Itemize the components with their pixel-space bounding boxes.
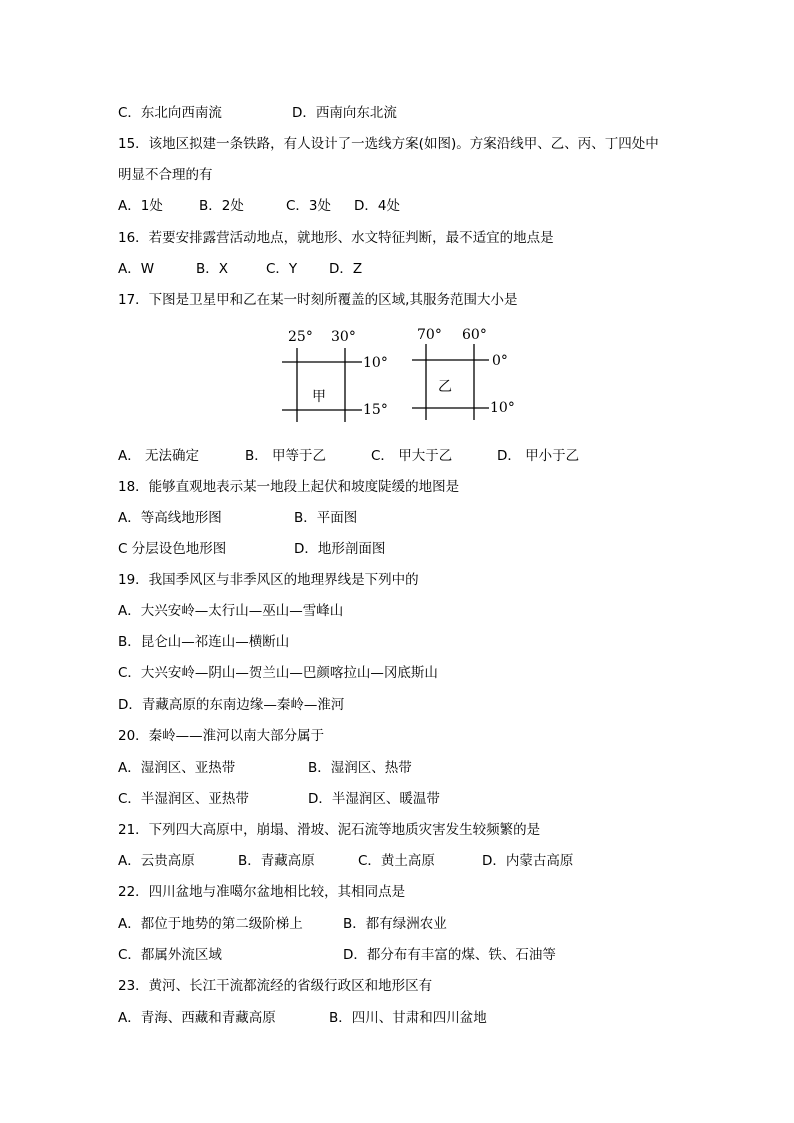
option-d: D．地形剖面图 (294, 541, 386, 557)
option-a: A．W (118, 261, 155, 277)
option-c: C．东北向西南流 (118, 105, 222, 121)
option-a: A．都位于地势的第二级阶梯上 (118, 916, 303, 932)
option-d: D．半湿润区、暖温带 (308, 791, 440, 807)
option-d: D．Z (329, 261, 363, 277)
yi-top-label-right: 60° (462, 327, 487, 343)
option-c: C．Y (266, 261, 298, 277)
q19-option-d: D．青藏高原的东南边缘—秦岭—淮河 (118, 697, 345, 713)
diagram-svg (270, 318, 530, 428)
option-c: C 分层设色地形图 (118, 541, 227, 557)
option-c: C． 甲大于乙 (371, 448, 453, 464)
option-b: B．平面图 (294, 510, 358, 526)
yi-label: 乙 (438, 379, 452, 395)
option-d: D．都分布有丰富的煤、铁、石油等 (343, 947, 556, 963)
q21-stem: 21．下列四大高原中，崩塌、滑坡、泥石流等地质灾害发生较频繁的是 (118, 822, 541, 838)
option-a: A．1处 (118, 198, 163, 214)
option-a: A． 无法确定 (118, 448, 200, 464)
jia-top-label-left: 25° (288, 329, 313, 345)
option-c: C．半湿润区、亚热带 (118, 791, 249, 807)
option-c: C．都属外流区域 (118, 947, 222, 963)
option-b: B．湿润区、热带 (308, 760, 412, 776)
yi-top-label-left: 70° (417, 327, 442, 343)
option-b: B．2处 (199, 198, 244, 214)
option-b: B．四川、甘肃和四川盆地 (329, 1010, 487, 1026)
option-a: A．云贵高原 (118, 853, 195, 869)
option-a: A．等高线地形图 (118, 510, 222, 526)
q23-stem: 23．黄河、长江干流都流经的省级行政区和地形区有 (118, 978, 433, 994)
jia-top-label-right: 30° (331, 329, 356, 345)
q19-stem: 19．我国季风区与非季风区的地理界线是下列中的 (118, 572, 419, 588)
yi-right-label-bottom: 10° (490, 400, 515, 416)
jia-label: 甲 (312, 389, 326, 405)
satellite-coverage-diagram (270, 318, 530, 428)
q17-stem: 17．下图是卫星甲和乙在某一时刻所覆盖的区域,其服务范围大小是 (118, 292, 518, 308)
q19-option-c: C．大兴安岭—阴山—贺兰山—巴颜喀拉山—冈底斯山 (118, 665, 438, 681)
q15-stem-cont: 明显不合理的有 (118, 167, 213, 183)
q19-option-a: A．大兴安岭—太行山—巫山—雪峰山 (118, 603, 344, 619)
option-b: B． 甲等于乙 (245, 448, 327, 464)
option-b: B．青藏高原 (238, 853, 315, 869)
option-b: B．都有绿洲农业 (343, 916, 447, 932)
option-a: A．湿润区、亚热带 (118, 760, 236, 776)
option-d: D． 甲小于乙 (497, 448, 580, 464)
option-d: D．内蒙古高原 (482, 853, 574, 869)
jia-right-label-bottom: 15° (363, 402, 388, 418)
q19-option-b: B．昆仑山—祁连山—横断山 (118, 634, 290, 650)
q16-stem: 16．若要安排露营活动地点，就地形、水文特征判断，最不适宜的地点是 (118, 230, 554, 246)
jia-right-label-top: 10° (363, 355, 388, 371)
q22-stem: 22．四川盆地与准噶尔盆地相比较，其相同点是 (118, 884, 406, 900)
q18-stem: 18．能够直观地表示某一地段上起伏和坡度陡缓的地图是 (118, 479, 460, 495)
option-a: A．青海、西藏和青藏高原 (118, 1010, 276, 1026)
option-b: B．X (196, 261, 229, 277)
option-c: C．黄土高原 (358, 853, 435, 869)
option-c: C．3处 (286, 198, 332, 214)
option-d: D．4处 (354, 198, 400, 214)
q15-stem: 15．该地区拟建一条铁路，有人设计了一选线方案(如图)。方案沿线甲、乙、丙、丁四处中 (118, 136, 659, 152)
q20-stem: 20．秦岭——淮河以南大部分属于 (118, 728, 325, 744)
option-d: D．西南向东北流 (292, 105, 397, 121)
yi-right-label-top: 0° (492, 353, 508, 369)
